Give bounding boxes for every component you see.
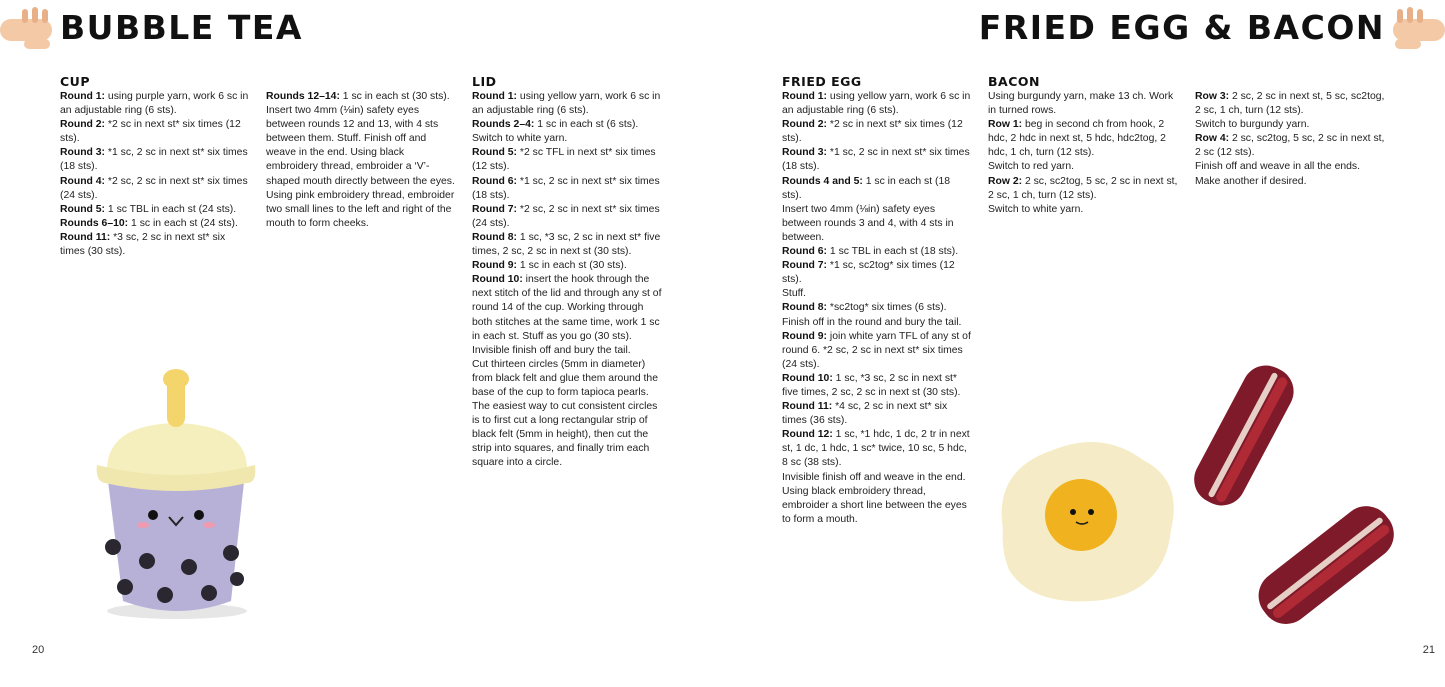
instruction-line [782, 471, 972, 527]
instruction-line [782, 175, 972, 203]
instruction-line [782, 372, 972, 400]
instruction-text: *3 sc, 2 sc in next st* six times (30 sts). [60, 231, 226, 258]
page-title: FRIED EGG & BACON [978, 8, 1385, 47]
instruction-text: 1 sc, *1 hdc, 1 dc, 2 tr in next st, 1 dc, 1 hdc, 1 sc* twice, 10 sc, 5 hdc, 8 sc (38 sts). [782, 429, 970, 469]
instruction-text: Switch to white yarn. [988, 203, 1084, 215]
instruction-line [60, 90, 252, 118]
instruction-label: Row 4: [1195, 133, 1230, 145]
instruction-text: 1 sc TBL in each st (18 sts). [827, 246, 959, 258]
instruction-text: Insert two 4mm (⅛in) safety eyes between rounds 3 and 4, with 4 sts in between. [782, 203, 954, 243]
instruction-text: 1 sc in each st (30 sts). [517, 260, 627, 272]
instruction-label: Round 3: [782, 147, 828, 159]
fork-hand-icon [1385, 3, 1445, 60]
instruction-line [472, 344, 664, 358]
instruction-label: Round 9: [782, 330, 828, 342]
instruction-text: *2 sc, 2 sc in next st* six times (24 sts). [472, 203, 660, 229]
instruction-label: Round 11: [782, 401, 833, 413]
instruction-text: Using burgundy yarn, make 13 ch. Work in turned rows. [988, 91, 1174, 117]
instruction-label: Round 9: [472, 260, 518, 272]
instruction-label: Round 1: [60, 91, 106, 102]
instruction-line [988, 175, 1180, 203]
instruction-text: *2 sc, 2 sc in next st* six times (24 sts). [60, 175, 248, 201]
instruction-text: 1 sc in each st (18 sts). [782, 175, 951, 201]
instruction-label: Round 5: [472, 147, 518, 159]
instruction-text: *1 sc, sc2tog* six times (12 sts). [782, 260, 955, 286]
instruction-line [988, 118, 1180, 160]
instruction-line [60, 231, 252, 259]
instruction-text: Invisible finish off and weave in the end. Using black embroidery thread, embroider a short line between the eyes to form a mouth. [782, 471, 967, 525]
instruction-label: Round 10: [782, 372, 833, 384]
instruction-label: Rounds 12–14: [266, 91, 340, 102]
instruction-text: join white yarn TFL of any st of round 6. *2 sc, 2 sc in next st* six times (24 sts). [782, 330, 971, 370]
instruction-text: *2 sc TFL in next st* six times (12 sts). [472, 147, 656, 173]
instruction-line [1195, 90, 1387, 118]
instruction-text: 2 sc, sc2tog, 5 sc, 2 sc in next st, 2 sc, 1 ch, turn (12 sts). [988, 175, 1178, 201]
instruction-line [782, 287, 972, 301]
instruction-line [472, 203, 664, 231]
cup-instructions-col2 [266, 90, 458, 231]
instruction-text: Stuff. [782, 288, 807, 300]
instruction-line [60, 203, 252, 217]
instruction-line [988, 160, 1180, 174]
instruction-line [472, 146, 664, 174]
bacon-instructions-col2 [1195, 90, 1387, 189]
instruction-text: *1 sc, 2 sc in next st* six times (18 sts). [472, 175, 660, 201]
instruction-text: *2 sc in next st* six times (12 sts). [782, 119, 963, 145]
instruction-label: Round 1: [472, 91, 518, 102]
instruction-text: Switch to red yarn. [988, 161, 1075, 173]
instruction-label: Round 6: [472, 175, 518, 187]
instruction-label: Round 8: [472, 231, 518, 243]
instruction-line [782, 118, 972, 146]
instruction-text: using purple yarn, work 6 sc in an adjustable ring (6 sts). [60, 91, 249, 117]
instruction-text: 2 sc, 2 sc in next st, 5 sc, sc2tog, 2 sc, 1 ch, turn (12 sts). [1195, 91, 1385, 117]
bacon-heading: BACON [988, 74, 1040, 89]
instruction-line [472, 259, 664, 273]
instruction-line [1195, 118, 1387, 132]
instruction-label: Row 2: [988, 175, 1023, 187]
instruction-line [782, 90, 972, 118]
instruction-line [782, 203, 972, 245]
instruction-text: 1 sc TBL in each st (24 sts). [105, 203, 237, 215]
instruction-line [472, 358, 664, 471]
instruction-text: Finish off and weave in all the ends. [1195, 161, 1361, 173]
right-page [723, 0, 1445, 687]
fried-egg-bacon-photo [993, 350, 1413, 655]
instruction-label: Round 6: [782, 246, 828, 258]
instruction-line [988, 90, 1180, 118]
instruction-text: using yellow yarn, work 6 sc in an adjustable ring (6 sts). [782, 91, 971, 117]
instruction-line [1195, 175, 1387, 189]
instruction-line [60, 175, 252, 203]
instruction-line [782, 301, 972, 315]
instruction-text: Insert two 4mm (⅛in) safety eyes between rounds 12 and 13, with 4 sts between them. Stuff. Finish off and weave in the end. Using black embroidery thread, embroider a ‘V’-shaped mouth directly between the eyes. Using pink embroidery thread, embroider two small lines to the left and right of the mouth to form cheeks. [266, 105, 455, 229]
instruction-label: Round 10: [472, 274, 523, 286]
instruction-text: insert the hook through the next stitch of the lid and through any st of round 14 of the cup. Working through both stitches at the same time, work 1 sc in each st. Stuff as you go (30 sts). [472, 274, 662, 342]
instruction-line [472, 90, 664, 118]
instruction-line [472, 175, 664, 203]
instruction-label: Row 3: [1195, 91, 1230, 102]
instruction-text: 1 sc in each st (24 sts). [128, 217, 238, 229]
instruction-text: Cut thirteen circles (5mm in diameter) from black felt and glue them around the base of the cup to form tapioca pearls. The easiest way to cut consistent circles is to first cut a long rectangular strip of black felt (5mm in height), then cut the strip into squares, and finally trim each square into a circle. [472, 358, 658, 469]
instruction-line [782, 400, 972, 428]
instruction-line [782, 428, 972, 470]
instruction-line [1195, 132, 1387, 160]
left-page [0, 0, 722, 687]
instruction-text: 1 sc in each st (6 sts). [534, 119, 639, 131]
instruction-label: Round 2: [782, 119, 828, 131]
instruction-text: beg in second ch from hook, 2 hdc, 2 hdc in next st, 5 hdc, hdc2tog, 2 hdc, 1 ch, turn (12 sts). [988, 119, 1166, 159]
instruction-text: 1 sc, *3 sc, 2 sc in next st* five times, 2 sc, 2 sc in next st (30 sts). [472, 231, 661, 258]
instruction-text: *4 sc, 2 sc in next st* six times (36 sts). [782, 401, 948, 427]
lid-heading: LID [472, 74, 497, 89]
instruction-line [782, 330, 972, 372]
instruction-text: *1 sc, 2 sc in next st* six times (18 sts). [782, 147, 970, 173]
instruction-text: Switch to burgundy yarn. [1195, 119, 1310, 131]
bubble-tea-photo [85, 365, 265, 630]
instruction-text: 1 sc in each st (30 sts). [339, 91, 450, 102]
cup-instructions-col1 [60, 90, 252, 259]
instruction-label: Rounds 6–10: [60, 217, 129, 229]
instruction-text: Switch to white yarn. [472, 133, 568, 145]
instruction-text: Invisible finish off and bury the tail. [472, 344, 631, 356]
fried-egg-instructions [782, 90, 972, 527]
instruction-line [472, 132, 664, 146]
page-title: BUBBLE TEA [60, 8, 303, 47]
instruction-label: Round 7: [472, 203, 518, 215]
instruction-text: *sc2tog* six times (6 sts). [827, 302, 947, 314]
instruction-label: Rounds 2–4: [472, 119, 535, 131]
instruction-text: *2 sc in next st* six times (12 sts). [60, 119, 241, 145]
fried-egg-heading: FRIED EGG [782, 74, 862, 89]
bacon-instructions-col1 [988, 90, 1180, 217]
instruction-label: Row 1: [988, 119, 1023, 131]
instruction-label: Round 8: [782, 302, 828, 314]
cup-heading: CUP [60, 74, 90, 89]
instruction-text: 2 sc, sc2tog, 5 sc, 2 sc in next st, 2 sc (12 sts). [1195, 133, 1385, 159]
instruction-line [1195, 160, 1387, 174]
instruction-line [60, 146, 252, 174]
instruction-text: Make another if desired. [1195, 175, 1307, 187]
instruction-line [60, 217, 252, 231]
instruction-label: Round 3: [60, 147, 106, 159]
instruction-line [472, 231, 664, 259]
lid-instructions [472, 90, 664, 471]
instruction-label: Round 7: [782, 260, 828, 272]
page-number: 20 [32, 644, 45, 656]
instruction-label: Round 12: [782, 429, 833, 441]
page-number: 21 [1422, 644, 1435, 656]
instruction-line [782, 316, 972, 330]
instruction-line [266, 90, 458, 104]
instruction-text: 1 sc, *3 sc, 2 sc in next st* five times, 2 sc, 2 sc in next st (30 sts). [782, 372, 961, 398]
fork-hand-icon [0, 3, 60, 60]
instruction-line [60, 118, 252, 146]
instruction-label: Round 1: [782, 91, 828, 102]
instruction-label: Rounds 4 and 5: [782, 175, 863, 187]
instruction-label: Round 4: [60, 175, 106, 187]
instruction-label: Round 11: [60, 231, 111, 243]
instruction-label: Round 5: [60, 203, 106, 215]
instruction-line [266, 104, 458, 231]
instruction-line [472, 273, 664, 343]
instruction-line [782, 146, 972, 174]
instruction-line [782, 259, 972, 287]
instruction-line [472, 118, 664, 132]
instruction-text: Finish off in the round and bury the tail. [782, 316, 962, 328]
instruction-text: *1 sc, 2 sc in next st* six times (18 sts). [60, 147, 248, 173]
instruction-line [782, 245, 972, 259]
instruction-label: Round 2: [60, 119, 106, 131]
instruction-line [988, 203, 1180, 217]
instruction-text: using yellow yarn, work 6 sc in an adjustable ring (6 sts). [472, 91, 661, 117]
